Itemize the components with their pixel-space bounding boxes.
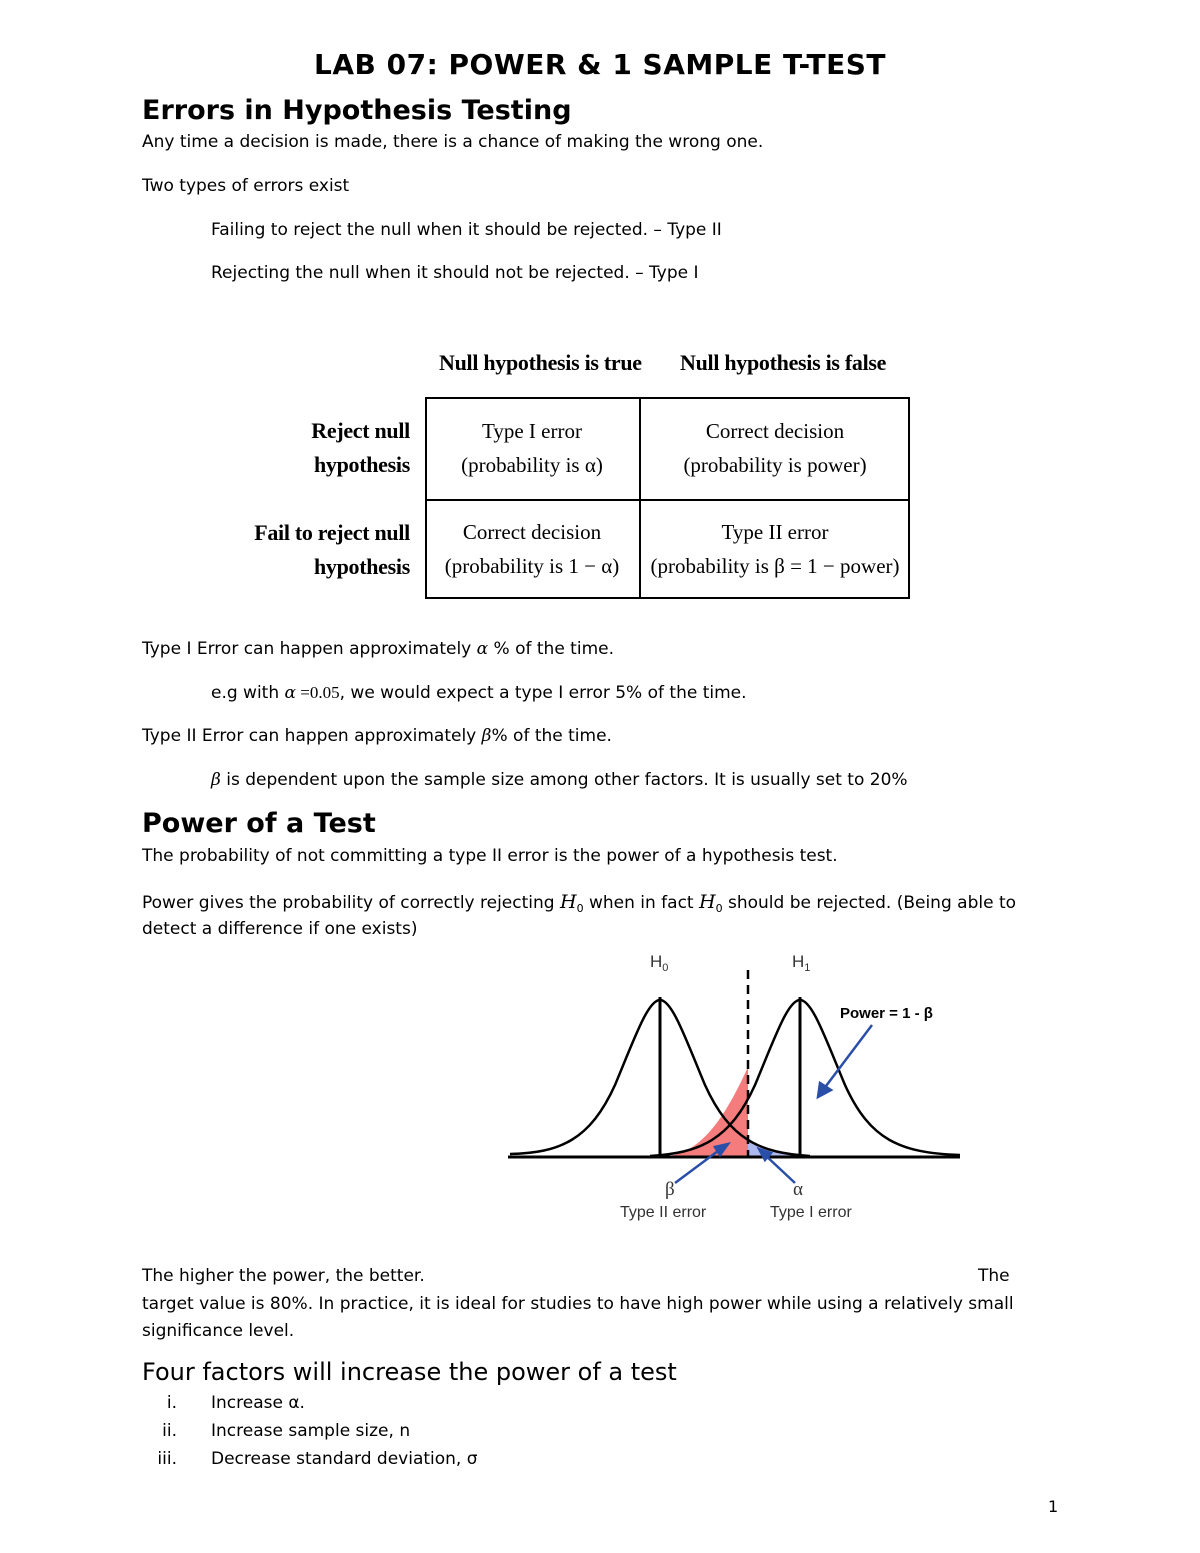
alpha-symbol: α [284,683,297,703]
table-cell-correct-power [640,414,910,482]
h0-label: $H_0$ [650,952,669,974]
h1-label: $H_1$ [792,952,811,974]
alpha-value: =0.05 [296,683,340,702]
h0-subscript: 0 [576,902,584,915]
list-item: Increase α. [211,1393,305,1413]
cell-line: Type II error [721,520,829,544]
alpha-example-note [211,683,747,703]
type2-description: Failing to reject the null when it should be rejected. – Type II [211,220,722,240]
power-definition: The probability of not committing a type II error is the power of a hypothesis test. [142,846,838,866]
table-cell-type2-error [640,515,910,583]
h0-symbol: H [699,891,716,913]
text: % of the time. [488,639,614,659]
h1-curve [650,1000,960,1156]
table-col-header-null-false: Null hypothesis is false [680,350,887,375]
text: Power gives the probability of correctly rejecting [142,893,560,913]
list-item-number: iii. [157,1449,177,1469]
section-heading-errors: Errors in Hypothesis Testing [142,95,572,126]
grid-divider [427,499,908,501]
cell-line: Correct decision [705,419,845,443]
target-value-text: target value is 80%. In practice, it is ideal for studies to have high power while using a relatively small [142,1294,1014,1314]
table-cell-type1-error [427,414,637,482]
type2-frequency-note [142,726,612,746]
text: Type II Error can happen approximately [142,726,482,746]
list-item: Increase sample size, n [211,1421,411,1441]
alpha-symbol: α [476,639,489,659]
table-row-header-fail-to-reject [210,516,410,584]
power-explanation-line2: detect a difference if one exists) [142,919,418,939]
cell-line: (probability is α) [461,453,603,477]
list-item-number: i. [166,1393,177,1413]
text: , we would expect a type I error 5% of the time. [339,683,747,703]
power-label: Power = 1 - β [840,1005,933,1022]
text: e.g with [211,683,285,703]
row-header-line: hypothesis [313,554,410,579]
list-item-number: ii. [162,1421,177,1441]
page-title: LAB 07: POWER & 1 SAMPLE T-TEST [314,48,886,81]
page-number: 1 [1048,1497,1059,1516]
text: is dependent upon the sample size among other factors. It is usually set to 20% [220,770,908,790]
cell-line: (probability is β = 1 − power) [650,554,900,578]
text: when in fact [583,893,700,913]
higher-power-text-cont: The [978,1266,1010,1286]
table-row-header-reject [210,414,410,482]
type1-description: Rejecting the null when it should not be rejected. – Type I [211,263,699,283]
list-item: Decrease standard deviation, σ [211,1449,478,1469]
text: Type I Error can happen approximately [142,639,477,659]
row-header-line: Reject null [311,418,410,443]
type1-frequency-note [142,639,614,659]
significance-level-text: significance level. [142,1321,295,1341]
table-cell-correct-1-alpha [427,515,637,583]
h0-symbol: H [559,891,577,913]
beta-dependency-note [211,770,908,790]
beta-caption: Type II error [620,1204,707,1221]
beta-symbol: β [211,770,221,790]
beta-label: β [665,1179,675,1200]
higher-power-text: The higher the power, the better. [142,1266,425,1286]
beta-symbol: β [481,726,492,746]
two-types-text: Two types of errors exist [142,176,350,196]
alpha-caption: Type I error [770,1204,852,1221]
errors-intro: Any time a decision is made, there is a chance of making the wrong one. [142,132,764,152]
text: % of the time. [491,726,612,746]
power-diagram [500,945,970,1230]
text: should be rejected. (Being able to [722,893,1017,913]
table-col-header-null-true: Null hypothesis is true [439,350,642,375]
h0-subscript: 0 [715,902,723,915]
section-heading-four-factors: Four factors will increase the power of a test [142,1358,677,1386]
section-heading-power: Power of a Test [142,808,376,839]
cell-line: Correct decision [462,520,602,544]
cell-line: (probability is 1 − α) [444,554,620,578]
row-header-line: hypothesis [313,452,410,477]
row-header-line: Fail to reject null [254,520,410,545]
cell-line: (probability is power) [683,453,867,477]
alpha-label: α [793,1179,803,1200]
power-explanation-line1 [142,891,1016,915]
cell-line: Type I error [482,419,582,443]
